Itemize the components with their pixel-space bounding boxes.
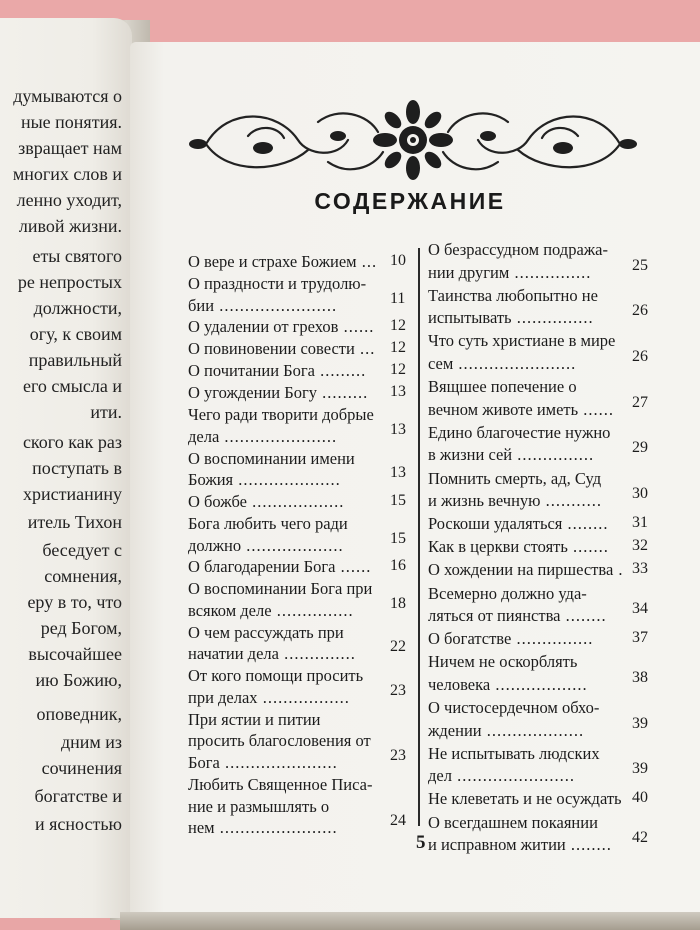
toc-entry-line: О воспоминании Бога при — [188, 579, 373, 599]
toc-entry-line: бии ....................... — [188, 295, 338, 315]
leader-dots: ....................... — [453, 354, 577, 373]
leader-dots: ...... — [578, 399, 615, 419]
toc-entry-line: О божбе .................. — [188, 492, 345, 511]
page-number: 5 — [416, 832, 426, 853]
toc-entry-line: человека .................. — [428, 674, 588, 694]
toc-entry-line: От кого помощи просить — [188, 666, 364, 686]
toc-page-number: 24 — [390, 812, 406, 830]
toc-entry-line: О безрассудном подража- — [428, 240, 608, 259]
left-page-line: еты святого — [32, 246, 122, 266]
leader-dots: ................... — [241, 535, 344, 555]
left-page-line: ского как раз — [22, 432, 122, 452]
left-page-line: ре непростых — [17, 272, 122, 292]
left-page — [0, 18, 132, 918]
left-page-line: и ясностью — [35, 814, 122, 834]
leader-dots: ... — [354, 339, 376, 359]
leader-dots: ....................... — [214, 818, 338, 838]
left-page-line: ные понятия. — [20, 112, 122, 132]
toc-page-number: 29 — [632, 439, 648, 457]
toc-entry-line: При ястии и питии — [188, 709, 321, 729]
leader-dots: ....... — [567, 537, 609, 557]
toc-entry-line: Роскоши удаляться ........ — [428, 514, 609, 534]
toc-page-number: 42 — [632, 829, 648, 847]
leader-dots: ............... — [271, 600, 354, 620]
toc-entry-line: О богатстве ............... — [428, 629, 594, 649]
toc-entry-line: Не испытывать людских — [428, 743, 600, 763]
leader-dots: ................... — [481, 720, 585, 740]
toc-entry-line: Чего ради творити добрые — [188, 405, 374, 424]
leader-dots: ............... — [509, 262, 592, 282]
toc-entry-line: ждении ................... — [428, 720, 585, 740]
left-page-line: беседует с — [42, 540, 122, 560]
left-page-line: многих слов и — [12, 164, 122, 184]
toc-page-number: 30 — [632, 485, 648, 503]
left-page-line: сочинения — [41, 758, 122, 778]
ornament-header-icon — [188, 96, 638, 182]
toc-entry-line: О удалении от грехов ...... — [188, 317, 375, 337]
leader-dots: ......... — [315, 361, 367, 381]
toc-entry-line: всяком деле ............... — [188, 600, 354, 620]
toc-entry-line: Ничем не оскорблять — [428, 652, 578, 672]
toc-page-number: 32 — [632, 537, 648, 555]
toc-page-number: 18 — [390, 594, 406, 612]
toc-entry-line: Божия .................... — [188, 470, 341, 490]
toc-entry-line: О благодарении Бога ...... — [188, 557, 372, 577]
toc-page-number: 26 — [632, 302, 648, 320]
toc-entry-line: и исправном житии ........ — [428, 835, 612, 855]
toc-entry-line: О чистосердечном обхо- — [428, 698, 600, 717]
toc-page-number: 39 — [632, 760, 648, 778]
leader-dots: ...... — [335, 557, 372, 577]
leader-dots: ... — [356, 252, 378, 271]
toc-page-number: 38 — [632, 668, 648, 686]
leader-dots: .................. — [490, 674, 588, 694]
left-page-line: должности, — [33, 298, 122, 318]
left-page-line: его смысла и — [23, 376, 122, 396]
leader-dots: .............. — [278, 644, 356, 664]
toc-entry-line: Не клеветать и не осуждать — [428, 789, 622, 809]
toc-page-number: 11 — [390, 289, 406, 307]
toc-entry-line: О праздности и трудолю- — [188, 273, 367, 293]
toc-entry-line: О воспоминании имени — [188, 448, 355, 468]
toc-entry-line: О угождении Богу ......... — [188, 383, 369, 403]
toc-entry-line: О повиновении совести ... — [188, 339, 376, 359]
toc-page-number: 12 — [390, 317, 406, 335]
left-page-line: поступать в — [32, 458, 122, 478]
toc-page-number: 26 — [632, 348, 648, 365]
leader-dots: ........... — [540, 491, 602, 511]
toc-page-number: 16 — [390, 557, 406, 575]
left-page-line: звращает нам — [18, 138, 122, 158]
toc-page-number: 13 — [390, 420, 406, 438]
toc-entry-line: нии другим ............... — [428, 262, 592, 282]
toc-entry-line: испытывать ............... — [428, 308, 594, 328]
toc-page-number: 23 — [390, 747, 406, 764]
leader-dots: ........ — [562, 514, 609, 534]
toc-entry-line: в жизни сей ............... — [428, 445, 595, 465]
toc-page-number: 13 — [390, 383, 406, 401]
toc-page-number: 15 — [390, 492, 406, 509]
toc-entry-line: просить благословения от — [188, 731, 371, 751]
toc-entry-line: при делах ................. — [188, 687, 350, 707]
leader-dots: ................. — [257, 687, 350, 707]
toc-entry-line: сем ....................... — [428, 354, 577, 373]
leader-dots: ......... — [316, 383, 369, 403]
left-page-line: высочайшее — [28, 644, 122, 664]
left-page-line: еру в то, что — [27, 592, 122, 612]
left-page-line: думываются о — [13, 86, 122, 106]
leader-dots: ............... — [511, 629, 594, 649]
page-edge — [120, 912, 700, 930]
toc-page-number: 27 — [632, 393, 648, 411]
leader-dots: ....................... — [451, 766, 575, 786]
left-page-line: итель Тихон — [27, 512, 122, 532]
toc-entry-line: Таинства любопытно не — [428, 285, 598, 305]
left-page-line: правильный — [28, 350, 122, 370]
toc-entry-line: О вере и страхе Божием ... — [188, 252, 378, 271]
toc-entry-line: О почитании Бога ......... — [188, 361, 367, 381]
toc-page-number: 31 — [632, 514, 648, 532]
leader-dots: ...................... — [219, 753, 338, 772]
page-title: СОДЕРЖАНИЕ — [314, 188, 506, 214]
toc-page-number: 12 — [390, 339, 406, 357]
toc-entry-line: Всемерно должно уда- — [428, 583, 587, 603]
left-page-line: оповедник, — [36, 704, 122, 724]
toc-entry-line: Как в церкви стоять ....... — [428, 537, 609, 557]
leader-dots: ...... — [338, 317, 375, 337]
toc-entry-line: Помнить смерть, ад, Суд — [428, 468, 602, 488]
left-page-line: дним из — [60, 732, 122, 752]
toc-page-number: 12 — [390, 361, 406, 379]
toc-entry-line: О хождении на пиршества . — [428, 560, 624, 580]
leader-dots: .................... — [233, 470, 341, 490]
toc-page-number: 13 — [390, 464, 406, 482]
left-page-line: ред Богом, — [40, 618, 122, 638]
toc-entry-line: и жизнь вечную ........... — [428, 491, 602, 511]
left-page-line: ливой жизни. — [18, 216, 122, 236]
toc-entry-line: Едино благочестие нужно — [428, 422, 611, 442]
left-page-line: ию Божию, — [35, 670, 122, 690]
toc-page-number: 10 — [390, 252, 406, 269]
leader-dots: ...................... — [219, 426, 338, 446]
leader-dots: ............... — [511, 308, 594, 328]
toc-entry-line: О чем рассуждать при — [188, 622, 344, 642]
toc-entry-line: Что суть христиане в мире — [428, 331, 616, 351]
leader-dots: ........ — [565, 835, 612, 855]
toc-entry-line: Бога любить чего ради — [188, 513, 348, 533]
left-page-line: христианину — [22, 484, 122, 504]
left-page-line: ити. — [90, 402, 122, 422]
toc-entry-line: нем ....................... — [188, 818, 338, 838]
toc-entry-line: ние и размышлять о — [188, 796, 330, 816]
toc-entry-line: О всегдашнем покаянии — [428, 812, 598, 832]
toc-page-number: 39 — [632, 714, 648, 732]
toc-page-number: 25 — [632, 256, 648, 274]
left-page-line: сомнения, — [44, 566, 122, 586]
leader-dots: .................. — [246, 492, 345, 511]
toc-entry-line: вечном животе иметь ...... — [428, 399, 615, 419]
toc-entry-line: дела ...................... — [188, 426, 338, 446]
toc-entry-line: Вящшее попечение о — [428, 377, 577, 397]
toc-page-number: 15 — [390, 529, 406, 547]
toc-entry-line: ляться от пиянства ........ — [428, 606, 607, 626]
leader-dots: . — [613, 560, 624, 580]
toc-page-number: 33 — [632, 560, 648, 578]
leader-dots: ....................... — [214, 295, 338, 315]
toc-page-number: 40 — [632, 789, 648, 807]
toc-entry-line: Бога ...................... — [188, 753, 338, 772]
column-divider — [418, 248, 420, 826]
toc-page-number: 37 — [632, 629, 648, 647]
toc-entry-line: Любить Священное Писа- — [188, 774, 373, 794]
left-page-line: огу, к своим — [29, 324, 122, 344]
left-page-line: ленно уходит, — [16, 190, 122, 210]
toc-page-number: 23 — [390, 681, 406, 699]
leader-dots: ........ — [560, 606, 607, 626]
toc-entry-line: дел ....................... — [428, 766, 575, 786]
toc-page-number: 34 — [632, 600, 648, 618]
toc-entry-line: начатии дела .............. — [188, 644, 356, 664]
toc-entry-line: должно ................... — [188, 535, 344, 555]
left-page-line: богатстве и — [34, 786, 122, 806]
leader-dots: ............... — [512, 445, 595, 465]
toc-page-number: 22 — [390, 638, 406, 656]
